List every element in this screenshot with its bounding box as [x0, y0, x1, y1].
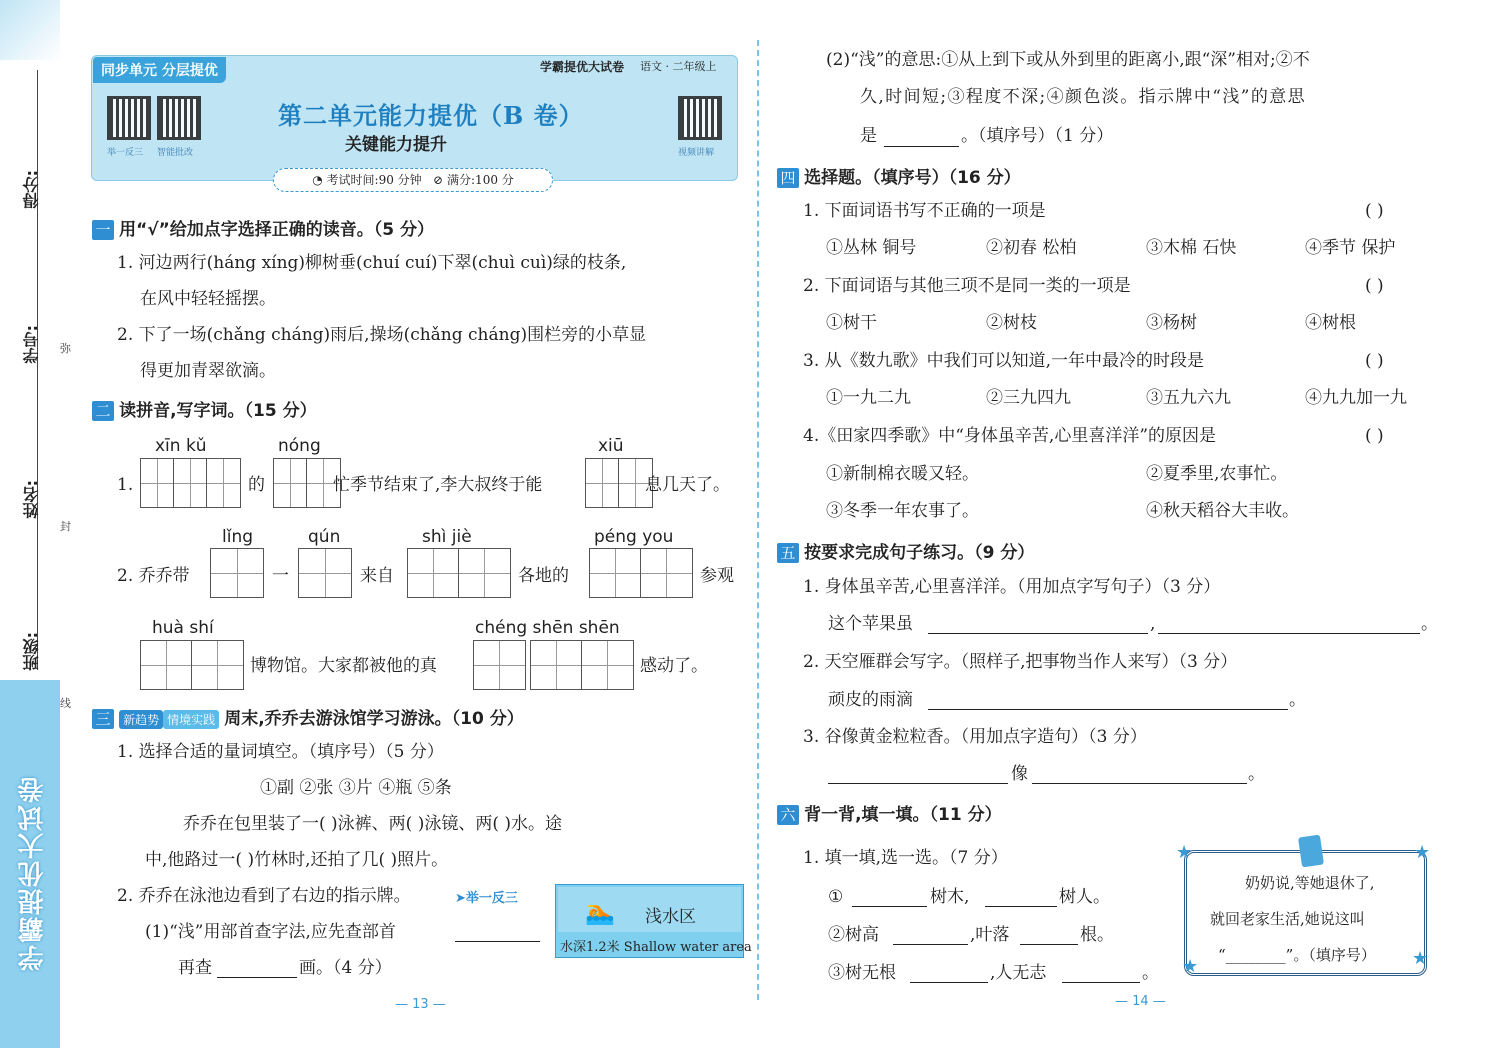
- s2-text: 一: [272, 566, 289, 586]
- s2-text: 各地的: [518, 566, 569, 586]
- page-subtitle: 关键能力提升: [345, 135, 447, 155]
- class-label: 班级:: [22, 632, 41, 671]
- period: 。: [1421, 614, 1438, 634]
- s3-q2-1-cont: 再查: [178, 958, 212, 978]
- answer-paren[interactable]: ( ): [1365, 276, 1384, 296]
- option[interactable]: ④树根: [1305, 313, 1356, 333]
- brand-text: 学霸提优大试卷: [18, 775, 48, 971]
- s3-q2-2-line3: 是: [860, 126, 877, 146]
- s6-l2-mid: ,叶落: [970, 925, 1010, 945]
- spine-corner: [0, 0, 60, 60]
- writing-grid[interactable]: [473, 640, 526, 690]
- section-title: 周末,乔乔去游泳馆学习游泳。（10 分）: [224, 709, 524, 729]
- s3-q2: 2. 乔乔在泳池边看到了右边的指示牌。: [117, 886, 411, 906]
- answer-blank[interactable]: [884, 125, 959, 147]
- pinyin: shì jiè: [422, 527, 472, 547]
- option[interactable]: ②树枝: [986, 313, 1037, 333]
- answer-blank[interactable]: [985, 885, 1057, 907]
- s2-text: 来自: [360, 566, 394, 586]
- section-badge: 四: [777, 168, 799, 188]
- writing-grid[interactable]: [585, 458, 653, 508]
- answer-blank[interactable]: [928, 612, 1148, 634]
- answer-blank[interactable]: [828, 762, 1008, 784]
- writing-grid[interactable]: [407, 548, 511, 598]
- qr-caption-2: 智能批改: [157, 148, 194, 158]
- note-line-1: 奶奶说,等她退休了,: [1245, 874, 1375, 892]
- answer-paren[interactable]: ( ): [1365, 201, 1384, 221]
- pinyin: chéng shēn shēn: [475, 618, 620, 638]
- section-title: 按要求完成句子练习。（9 分）: [804, 543, 1035, 563]
- answer-blank[interactable]: [852, 885, 927, 907]
- s6-l2-start: ②树高: [828, 925, 879, 945]
- s6-l3-start: ③树无根: [828, 963, 896, 983]
- option[interactable]: ③五九六九: [1146, 388, 1231, 408]
- page-divider: [757, 40, 759, 1000]
- s3-q2-2-line1: (2)“浅”的意思:①从上到下或从外到里的距离小,跟“深”相对;②不: [826, 50, 1310, 70]
- trend-badge: 新趋势: [119, 710, 163, 729]
- name-label: 姓名:: [22, 480, 41, 519]
- s3-q2-2-line2: 久,时间短;③程度不深;④颜色淡。指示牌中“浅”的意思: [860, 87, 1307, 107]
- s3-q1-line1: 乔乔在包里装了一( )泳裤、两( )泳镜、两( )水。途: [183, 814, 563, 834]
- s3-q1-line2: 中,他路过一( )竹林时,还拍了几( )照片。: [145, 850, 449, 870]
- writing-grid[interactable]: [298, 548, 352, 598]
- s2-text: 忙季节结束了,李大叔终于能: [333, 475, 543, 495]
- s2-text: 的: [248, 475, 265, 495]
- s3-q2-2-end: 。（填序号）（1 分）: [961, 126, 1114, 146]
- section-badge: 二: [92, 401, 114, 421]
- score-label: 得分:: [22, 170, 41, 209]
- answer-blank[interactable]: [1062, 961, 1140, 983]
- s5-q1-prompt: 这个苹果虽: [828, 614, 913, 634]
- option[interactable]: ①丛林 铜号: [826, 238, 917, 258]
- s1-q1-line2: 在风中轻轻摇摆。: [140, 289, 276, 309]
- answer-blank[interactable]: [928, 688, 1288, 710]
- note-line-2: 就回老家生活,她说这叫: [1210, 910, 1365, 928]
- period: 。: [1248, 764, 1265, 784]
- star-icon: ★: [1412, 948, 1429, 969]
- s2-q2-start: 2. 乔乔带: [117, 566, 190, 586]
- pin-icon: [1298, 835, 1324, 868]
- s3-q1: 1. 选择合适的量词填空。（填序号）（5 分）: [117, 742, 444, 762]
- s2-q1-number: 1.: [117, 475, 134, 495]
- sign-subtitle: 水深1.2米 Shallow water area: [560, 940, 752, 955]
- s5-q3: 3. 谷像黄金粒粒香。（用加点字造句）（3 分）: [803, 727, 1147, 747]
- star-icon: ★: [1414, 842, 1431, 863]
- qr-code-icon[interactable]: [678, 96, 722, 140]
- section-badge: 五: [777, 543, 799, 563]
- s4-q1: 1. 下面词语书写不正确的一项是: [803, 201, 1046, 221]
- section-badge: 三: [92, 709, 114, 729]
- star-icon: ★: [1176, 842, 1193, 863]
- period: 。: [1142, 963, 1159, 983]
- answer-paren[interactable]: ( ): [1365, 351, 1384, 371]
- s6-l1-mid: 树木,: [930, 887, 970, 907]
- section-title: 选择题。（填序号）（16 分）: [804, 168, 1021, 188]
- option[interactable]: ②初春 松柏: [986, 238, 1077, 258]
- answer-blank[interactable]: [1158, 612, 1420, 634]
- s2-text: 息几天了。: [645, 475, 730, 495]
- option[interactable]: ②三九四九: [986, 388, 1071, 408]
- clock-icon: ◔: [312, 173, 323, 187]
- swimmer-icon: 🏊: [585, 898, 615, 926]
- option[interactable]: ④季节 保护: [1305, 238, 1396, 258]
- s6-l1-end: 树人。: [1059, 887, 1110, 907]
- answer-blank[interactable]: [455, 920, 540, 942]
- writing-grid[interactable]: [589, 548, 693, 598]
- option[interactable]: ③冬季一年农事了。: [826, 501, 979, 521]
- s4-q4: 4.《田家四季歌》中“身体虽辛苦,心里喜洋洋”的原因是: [803, 426, 1217, 446]
- practice-link[interactable]: ➤举一反三: [455, 891, 518, 906]
- qr-code-icon[interactable]: [107, 96, 151, 140]
- s5-q1: 1. 身体虽辛苦,心里喜洋洋。（用加点字写句子）（3 分）: [803, 577, 1221, 597]
- s6-q1: 1. 填一填,选一选。（7 分）: [803, 848, 1008, 868]
- s6-l1-start: ①: [828, 887, 844, 907]
- writing-grid[interactable]: [210, 548, 264, 598]
- note-line-3: “________”。（填序号）: [1218, 946, 1376, 964]
- answer-blank[interactable]: [1020, 923, 1078, 945]
- s4-q2: 2. 下面词语与其他三项不是同一类的一项是: [803, 276, 1131, 296]
- section-1-header: [92, 215, 434, 240]
- option[interactable]: ④秋天稻谷大丰收。: [1146, 501, 1299, 521]
- pinyin: qún: [308, 527, 341, 547]
- star-icon: ★: [1182, 956, 1199, 977]
- subject-grade: 语文 · 二年级上: [640, 60, 717, 73]
- writing-grid[interactable]: [140, 458, 241, 508]
- s1-q2-line2: 得更加青翠欲滴。: [140, 361, 276, 381]
- option[interactable]: ②夏季里,农事忙。: [1146, 464, 1288, 484]
- seal-mark-1: 弥: [60, 342, 71, 355]
- pinyin: lǐng: [222, 527, 254, 547]
- section-4-header: [777, 163, 1021, 188]
- pinyin: péng you: [594, 527, 674, 547]
- sign-title: 浅水区: [645, 907, 696, 927]
- option[interactable]: ③杨树: [1146, 313, 1197, 333]
- s3-q2-1-end: 画。（4 分）: [299, 958, 392, 978]
- answer-blank[interactable]: [217, 956, 297, 978]
- student-id-label: 学号:: [22, 325, 41, 364]
- pinyin: xiū: [598, 436, 624, 456]
- qr-caption-1: 举一反三: [107, 148, 144, 158]
- comma: ,: [1150, 614, 1156, 634]
- s6-l3-mid: ,人无志: [990, 963, 1047, 983]
- series-name: 学霸提优大试卷: [540, 60, 625, 74]
- section-badge: 一: [92, 220, 114, 240]
- option[interactable]: ①一九二九: [826, 388, 911, 408]
- pinyin: xīn kǔ: [155, 436, 207, 456]
- s4-q3: 3. 从《数九歌》中我们可以知道,一年中最冷的时段是: [803, 351, 1205, 371]
- page-title: 第二单元能力提优（B 卷）: [278, 101, 584, 130]
- page-number-13: — 13 —: [395, 997, 446, 1012]
- writing-grid[interactable]: [273, 458, 341, 508]
- s1-q2-line1: 2. 下了一场(chǎng cháng)雨后,操场(chǎng cháng)围栏旁的小草显: [117, 325, 647, 345]
- s2-text: 参观: [700, 566, 734, 586]
- s5-q3-prompt: 像: [1011, 764, 1028, 784]
- s5-q2: 2. 天空雁群会写字。（照样子,把事物当作人来写）（3 分）: [803, 652, 1238, 672]
- writing-grid[interactable]: [140, 640, 244, 690]
- qr-code-icon[interactable]: [157, 96, 201, 140]
- page-number-14: — 14 —: [1115, 994, 1166, 1009]
- s2-text: 感动了。: [640, 656, 708, 676]
- section-title: 读拼音,写字词。（15 分）: [119, 401, 317, 421]
- s3-q2-1: (1)“浅”用部首查字法,应先查部首: [145, 922, 396, 942]
- option[interactable]: ④九九加一九: [1305, 388, 1407, 408]
- option[interactable]: ①树干: [826, 313, 877, 333]
- period: 。: [1289, 690, 1306, 710]
- answer-paren[interactable]: ( ): [1365, 426, 1384, 446]
- writing-grid[interactable]: [530, 640, 634, 690]
- option[interactable]: ③木棉 石快: [1146, 238, 1237, 258]
- section-title: 用“√”给加点字选择正确的读音。（5 分）: [119, 220, 435, 240]
- section-5-header: [777, 538, 1034, 563]
- seal-mark-2: 封: [60, 520, 71, 533]
- unit-tag: 同步单元 分层提优: [93, 57, 226, 83]
- answer-blank[interactable]: [1032, 762, 1247, 784]
- pinyin: huà shí: [152, 618, 214, 638]
- s1-q1-line1: 1. 河边两行(háng xíng)柳树垂(chuí cuí)下翠(chuì cuì)绿的枝条,: [117, 253, 627, 273]
- exam-time: 考试时间:90 分钟: [326, 173, 422, 187]
- s6-l2-end: 根。: [1080, 925, 1114, 945]
- pinyin: nóng: [278, 436, 321, 456]
- s5-q2-prompt: 顽皮的雨滴: [828, 690, 913, 710]
- s2-text: 博物馆。大家都被他的真: [250, 656, 437, 676]
- exam-info: [273, 168, 553, 192]
- binding-line: [37, 70, 38, 670]
- context-badge: 情境实践: [163, 710, 219, 729]
- full-score: 满分:100 分: [447, 173, 514, 187]
- answer-blank[interactable]: [893, 923, 968, 945]
- seal-mark-3: 线: [60, 697, 71, 710]
- measure-word-options: ①副 ②张 ③片 ④瓶 ⑤条: [260, 778, 452, 798]
- section-3-header: [92, 704, 524, 729]
- section-2-header: [92, 396, 317, 421]
- section-6-header: [777, 800, 1002, 825]
- section-badge: 六: [777, 805, 799, 825]
- option[interactable]: ①新制棉衣暖又轻。: [826, 464, 979, 484]
- answer-blank[interactable]: [910, 961, 988, 983]
- qr-caption-3: 视频讲解: [678, 148, 715, 158]
- check-icon: ⊘: [433, 173, 444, 187]
- section-title: 背一背,填一填。（11 分）: [804, 805, 1002, 825]
